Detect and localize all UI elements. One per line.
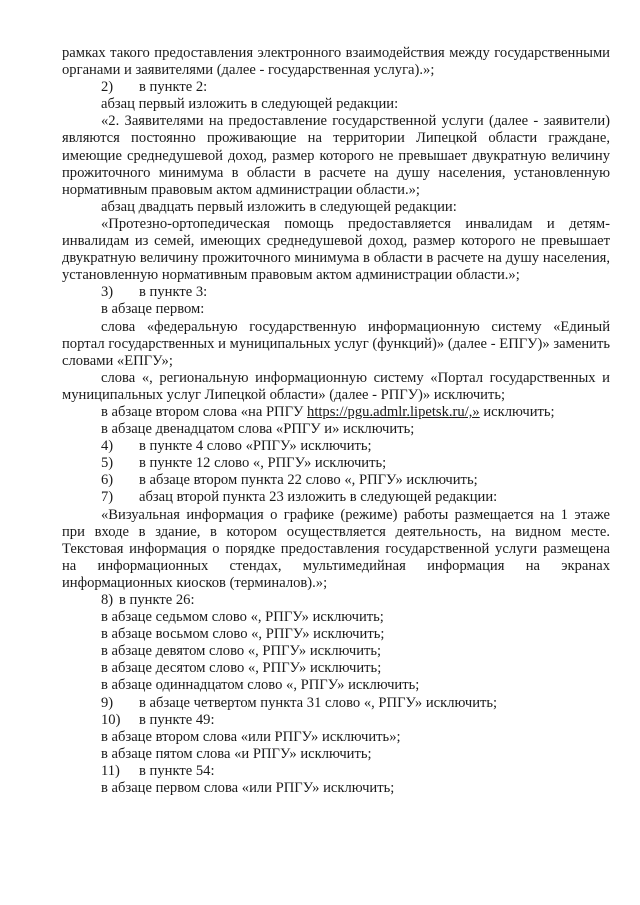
paragraph: в абзаце девятом слово «, РПГУ» исключить; — [101, 643, 382, 660]
item-text: в пункте 3: — [139, 284, 208, 301]
paragraph: абзац первый изложить в следующей редакции: — [101, 96, 399, 113]
text-fragment: в абзаце втором слова «на РПГУ — [101, 403, 308, 420]
paragraph: в абзаце пятом слова «и РПГУ» исключить; — [101, 745, 372, 762]
paragraph: абзац двадцать первый изложить в следующей редакции: — [101, 198, 457, 215]
paragraph: в абзаце первом слова «или РПГУ» исключить; — [101, 780, 395, 797]
item-text: в абзаце втором пункта 22 слово «, РПГУ» исключить; — [139, 472, 478, 489]
quoted-paragraph: «Протезно-ортопедическая помощь предоставляется инвалидам и детям-инвалидам из семей, имеющих среднедушевой доход, размер которого не превышает двукратную величину прожиточного минимума в области в расчете на душу населения, установленную нормативным правовым актом администрации области.»; — [62, 215, 610, 284]
item-text: в пункте 54: — [139, 762, 215, 779]
quoted-paragraph: «Визуальная информация о графике (режиме) работы размещается на 1 этаже при входе в здание, в котором осуществляется деятельность, на видном месте. Текстовая информация о порядке предоставления государственной услуги размещена на информационных стендах, мультимедийная информация на экранах информационных киосков (терминалов).»; — [62, 506, 610, 591]
document-page — [62, 45, 610, 797]
list-item-9 — [62, 695, 610, 712]
quoted-paragraph: «2. Заявителями на предоставление государственной услуги (далее - заявители) являются постоянно проживающие на территории Липецкой области граждане, имеющие среднедушевой доход, размер которого не превышает двукратную величину прожиточного минимума в области в расчете на душу населения, установленную нормативным правовым актом администрации области.»; — [62, 113, 610, 198]
list-item-3 — [62, 284, 610, 301]
item-text: в пункте 26: — [119, 592, 195, 608]
item-number: 7) — [101, 489, 114, 506]
item-number: 3) — [101, 284, 114, 301]
item-number: 9) — [101, 694, 114, 711]
item-number: 5) — [101, 455, 114, 472]
list-item-10 — [62, 712, 610, 729]
list-item-2 — [62, 79, 610, 96]
paragraph: в абзаце восьмом слово «, РПГУ» исключить; — [101, 626, 385, 643]
rpgu-link[interactable]: https://pgu.admlr.lipetsk.ru/,» — [307, 403, 480, 420]
list-item-11 — [62, 763, 610, 780]
item-number: 6) — [101, 472, 114, 489]
item-number: 2) — [101, 79, 114, 96]
list-item-8 — [62, 592, 610, 609]
text-fragment: исключить; — [479, 403, 555, 420]
item-number: 8) — [101, 592, 114, 608]
list-item-5 — [62, 455, 610, 472]
item-text: в пункте 49: — [139, 711, 215, 728]
paragraph: слова «федеральную государственную информационную систему «Единый портал государственных и муниципальных услуг (функций)» (далее - ЕПГУ)» заменить словами «ЕПГУ»; — [62, 318, 610, 369]
item-text: в абзаце четвертом пункта 31 слово «, РПГУ» исключить; — [139, 694, 498, 711]
paragraph: слова «, региональную информационную систему «Портал государственных и муниципальных услуг Липецкой области» (далее - РПГУ)» исключить; — [62, 369, 610, 403]
item-number: 4) — [101, 438, 114, 455]
item-text: в пункте 4 слово «РПГУ» исключить; — [139, 438, 372, 455]
paragraph: в абзаце втором слова «или РПГУ» исключить»; — [101, 728, 401, 745]
paragraph: в абзаце седьмом слово «, РПГУ» исключить; — [101, 609, 384, 626]
list-item-6 — [62, 472, 610, 489]
paragraph: рамках такого предоставления электронного взаимодействия между государственными органами и заявителями (далее - государственная услуга).»; — [62, 45, 610, 79]
paragraph: в абзаце десятом слово «, РПГУ» исключить; — [101, 660, 382, 677]
item-number: 10) — [101, 711, 121, 728]
paragraph: в абзаце первом: — [101, 301, 205, 318]
list-item-7 — [62, 489, 610, 506]
paragraph: в абзаце двенадцатом слова «РПГУ и» исключить; — [101, 421, 415, 438]
item-text: в пункте 2: — [139, 79, 208, 96]
list-item-4 — [62, 438, 610, 455]
paragraph-with-link — [62, 404, 610, 421]
paragraph: в абзаце одиннадцатом слово «, РПГУ» исключить; — [101, 677, 420, 694]
item-text: в пункте 12 слово «, РПГУ» исключить; — [139, 455, 387, 472]
item-text: абзац второй пункта 23 изложить в следующей редакции: — [139, 489, 498, 506]
item-number: 11) — [101, 762, 120, 779]
